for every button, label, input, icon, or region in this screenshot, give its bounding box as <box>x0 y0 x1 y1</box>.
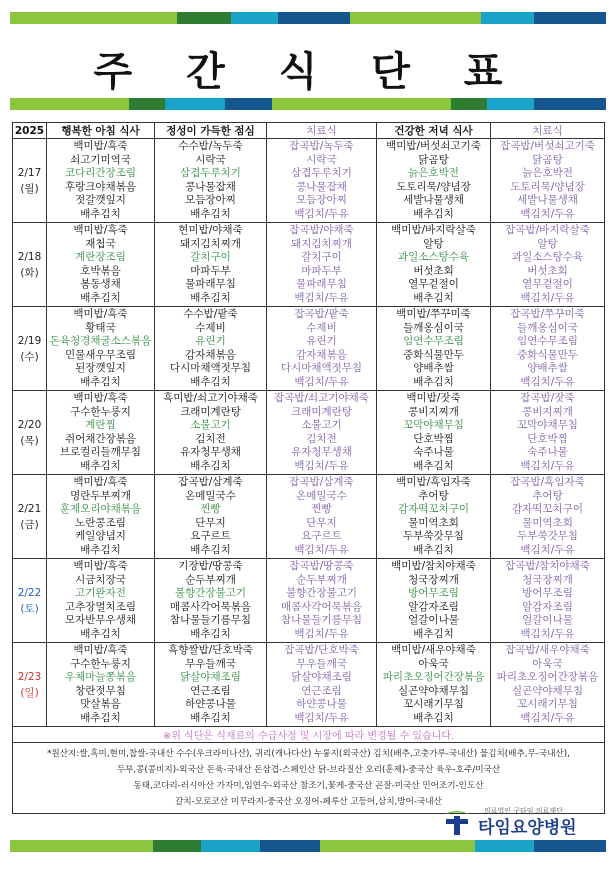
day-row <box>13 139 605 223</box>
menu-item: 버섯초회 <box>413 264 454 277</box>
menu-item: 김치전 <box>306 432 337 445</box>
menu-item: 명란두부찌개 <box>70 489 131 502</box>
menu-item: 파리초오징어간장볶음 <box>382 671 485 683</box>
menu-item: 감자떡꼬치구이 <box>511 503 583 515</box>
dinner-header: 건강한 저녁 식사 <box>377 123 491 139</box>
menu-item: 재첩국 <box>85 237 116 250</box>
menu-item: 잡곡밥/쭈꾸미죽 <box>510 308 585 320</box>
menu-item: 유자청무생채 <box>180 446 241 458</box>
menu-item: 알탕 <box>537 237 558 250</box>
menu-table <box>12 122 605 814</box>
menu-item: 훈제오리야채볶음 <box>59 503 142 515</box>
menu-item: 잡곡밥/단호박죽 <box>284 644 359 656</box>
menu-item: 삼겹두루치기 <box>180 167 241 179</box>
breakfast-header: 행복한 아침 식사 <box>47 123 155 139</box>
menu-item: 백미밥/흑죽 <box>73 224 128 236</box>
menu-item: 온메밀국수 <box>185 489 236 502</box>
lunch-header: 정성이 가득한 점심 <box>155 123 267 139</box>
menu-item: 잡곡밥/참치야채죽 <box>505 560 590 572</box>
day-row <box>13 559 605 643</box>
menu-item: 구수한누룽지 <box>70 657 131 670</box>
menu-item: 배추김치 <box>190 375 231 388</box>
menu-item: 파리초오징어간장볶음 <box>496 671 599 683</box>
menu-item: 된장깻잎지 <box>75 362 126 374</box>
treatment-dinner-cell <box>491 139 605 223</box>
menu-item: 배추김치 <box>190 459 231 472</box>
menu-item: 하얀콩나물 <box>296 698 347 710</box>
menu-item: 열무겉절이 <box>522 278 573 290</box>
menu-item: 물미역초회 <box>408 516 459 529</box>
menu-item: 고기완자전 <box>75 587 126 599</box>
menu-item: 단무지 <box>195 516 226 529</box>
menu-item: 백김치/두유 <box>520 627 575 640</box>
menu-item: 시락국 <box>306 153 337 166</box>
menu-item: 백미밥/버섯쇠고기죽 <box>386 140 481 152</box>
menu-item: 무우들깨국 <box>296 657 347 670</box>
menu-item: 백미밥/새우야채죽 <box>391 644 476 656</box>
menu-item: 쇠고기미역국 <box>70 153 131 166</box>
menu-item: 유린기 <box>306 335 337 347</box>
menu-item: 돼지김치찌개 <box>291 237 352 250</box>
menu-item: 마파두부 <box>190 264 231 277</box>
menu-item: 백미밥/참치야채죽 <box>391 560 476 572</box>
menu-item: 버섯초회 <box>527 264 568 277</box>
menu-item: 요구르트 <box>301 530 342 542</box>
menu-item: 알탕 <box>423 237 444 250</box>
menu-item: 잡곡밥/야채죽 <box>289 224 354 236</box>
treatment-dinner-header: 치료식 <box>491 123 605 139</box>
menu-item: 배추김치 <box>413 291 454 304</box>
menu-item: 계란찜 <box>85 419 116 431</box>
menu-item: 닭살야채조림 <box>180 671 241 683</box>
lunch-cell <box>155 559 267 643</box>
sub-color-bar <box>10 98 606 110</box>
menu-item: 감자채볶음 <box>296 348 347 361</box>
menu-item: 아욱국 <box>418 657 449 670</box>
menu-item: 단무지 <box>306 516 337 529</box>
menu-item: 방어무조림 <box>522 587 573 599</box>
menu-item: 두부쑥갓무침 <box>517 530 578 542</box>
menu-item: 백미밥/흑죽 <box>73 476 128 488</box>
menu-item: 연근조림 <box>190 684 231 697</box>
treatment-dinner-cell <box>491 391 605 475</box>
treatment-dinner-cell <box>491 223 605 307</box>
breakfast-cell <box>47 139 155 223</box>
menu-item: 백미밥/흑죽 <box>73 644 128 656</box>
menu-item: 백김치/두유 <box>294 291 349 304</box>
menu-item: 백김치/두유 <box>520 459 575 472</box>
menu-item: 청국장찌개 <box>522 573 573 586</box>
menu-item: 돼지김치찌개 <box>180 237 241 250</box>
menu-item: 콩비지찌개 <box>522 405 573 418</box>
menu-item: 온메밀국수 <box>296 489 347 502</box>
lunch-cell <box>155 139 267 223</box>
menu-item: 케일양념지 <box>75 530 126 542</box>
menu-item: 백김치/두유 <box>294 375 349 388</box>
menu-item: 노란콩조림 <box>75 516 126 529</box>
menu-item: 배추김치 <box>190 207 231 220</box>
menu-item: 들깨옹심이국 <box>517 321 578 334</box>
menu-item: 잡곡밥/잣죽 <box>520 392 575 404</box>
menu-item: 참나물들기름무침 <box>169 614 252 626</box>
menu-item: 임연수무조림 <box>517 335 578 347</box>
menu-item: 배추김치 <box>80 543 121 556</box>
hospital-logo-icon <box>442 808 472 836</box>
foundation-name: 의료법인 굿타임 의료재단 <box>484 807 563 815</box>
menu-item: 알감자조림 <box>408 600 459 613</box>
menu-item: 찐빵 <box>200 503 221 515</box>
date-label: 2/21 <box>17 502 42 515</box>
menu-item: 백미밥/쭈꾸미죽 <box>396 308 471 320</box>
menu-item: 수제비 <box>306 321 337 334</box>
menu-item: 배추김치 <box>80 459 121 472</box>
notice-text: ※위 식단은 식재료의 수급사정 및 시장에 따라 변경될 수 있습니다. <box>13 727 605 743</box>
menu-item: 계란장조림 <box>75 251 126 263</box>
menu-item: 수제비 <box>195 321 226 334</box>
menu-item: 늙은호박전 <box>522 167 573 179</box>
page-title: 주 간 식 단 표 <box>93 49 523 95</box>
menu-item: 잡곡밥/팥죽 <box>294 308 349 320</box>
dinner-cell <box>377 391 491 475</box>
weekday-label: (수) <box>20 350 39 363</box>
menu-item: 중화식물만두 <box>403 348 464 361</box>
menu-item: 배추김치 <box>80 207 121 220</box>
origin-line: 갈치-모로코산 미꾸라지-중국산 오징어-페루산 고등어,삼치,방어-국내산 <box>175 797 442 807</box>
menu-item: 잡곡밥/바지락살죽 <box>505 224 590 236</box>
menu-item: 백미밥/흑죽 <box>73 392 128 404</box>
menu-item: 연근조림 <box>301 684 342 697</box>
menu-item: 배추김치 <box>413 627 454 640</box>
date-cell <box>13 643 47 727</box>
menu-item: 물파래무침 <box>185 278 236 290</box>
lunch-cell <box>155 391 267 475</box>
breakfast-cell <box>47 475 155 559</box>
menu-item: 방어무조림 <box>408 587 459 599</box>
menu-item: 백김치/두유 <box>520 711 575 724</box>
menu-item: 수수밥/녹두죽 <box>178 140 243 152</box>
menu-item: 흑미밥/쇠고기야채죽 <box>163 392 258 404</box>
menu-item: 배추김치 <box>413 207 454 220</box>
weekday-label: (토) <box>20 602 39 615</box>
menu-item: 참나물들기름무침 <box>280 614 363 626</box>
hospital-name: 타임요양병원 <box>478 818 577 838</box>
menu-item: 잡곡밥/땅콩죽 <box>289 560 354 572</box>
menu-item: 불향간장불고기 <box>174 587 246 599</box>
menu-item: 백김치/두유 <box>520 375 575 388</box>
menu-item: 삼겹두루치기 <box>291 167 352 179</box>
date-cell <box>13 307 47 391</box>
menu-item: 물미역초회 <box>522 516 573 529</box>
menu-item: 돈육청경채굴소스볶음 <box>49 335 152 347</box>
menu-item: 잡곡밥/녹두죽 <box>289 140 354 152</box>
lunch-cell <box>155 475 267 559</box>
menu-item: 백미밥/흑죽 <box>73 308 128 320</box>
menu-item: 백김치/두유 <box>294 627 349 640</box>
menu-item: 잡곡밥/삼계죽 <box>178 476 243 488</box>
menu-item: 배추김치 <box>190 711 231 724</box>
breakfast-cell <box>47 307 155 391</box>
menu-item: 단호박찜 <box>527 432 568 445</box>
dinner-cell <box>377 139 491 223</box>
lunch-cell <box>155 223 267 307</box>
menu-item: 백김치/두유 <box>520 207 575 220</box>
day-row <box>13 643 605 727</box>
menu-item: 감자떡꼬치구이 <box>397 503 469 515</box>
menu-item: 중화식물만두 <box>517 348 578 361</box>
menu-item: 콩나물잡채 <box>185 180 236 193</box>
menu-item: 꼬시래기무침 <box>517 698 578 710</box>
menu-item: 청국장찌개 <box>408 573 459 586</box>
menu-item: 백미밥/흑죽 <box>73 560 128 572</box>
dinner-cell <box>377 475 491 559</box>
menu-item: 시금치장국 <box>75 573 126 586</box>
menu-item: 감자채볶음 <box>185 348 236 361</box>
menu-item: 잡곡밥/흑임자죽 <box>510 476 585 488</box>
menu-item: 크래미계란탕 <box>180 405 241 418</box>
menu-item: 모듬장아찌 <box>185 194 236 206</box>
menu-item: 닭살야채조림 <box>291 671 352 683</box>
menu-item: 맛살볶음 <box>80 698 121 710</box>
menu-item: 임연수무조림 <box>403 335 464 347</box>
origin-line: 동태,코다리-러시아산 가자미,임연수-외국산 참조기,꽃게-중국산 곤잘-미국산 민어조기-인도산 <box>133 781 484 791</box>
menu-item: 도토리묵/양념장 <box>510 180 585 193</box>
menu-item: 불향간장불고기 <box>285 587 357 599</box>
date-cell <box>13 391 47 475</box>
day-row <box>13 223 605 307</box>
menu-item: 배추김치 <box>80 627 121 640</box>
date-cell <box>13 139 47 223</box>
menu-item: 양배추쌈 <box>527 362 568 374</box>
menu-item: 기장밥/땅콩죽 <box>178 560 243 572</box>
treatment-lunch-cell <box>267 643 377 727</box>
treatment-lunch-cell <box>267 475 377 559</box>
menu-item: 배추김치 <box>80 375 121 388</box>
menu-item: 소불고기 <box>301 419 342 431</box>
menu-item: 황태국 <box>85 321 116 334</box>
menu-item: 배추김치 <box>413 711 454 724</box>
day-row <box>13 475 605 559</box>
menu-item: 두부쑥갓무침 <box>403 530 464 542</box>
menu-item: 백김치/두유 <box>520 291 575 304</box>
menu-item: 단호박찜 <box>413 432 454 445</box>
menu-item: 백김치/두유 <box>294 543 349 556</box>
menu-item: 백김치/두유 <box>294 711 349 724</box>
lunch-cell <box>155 643 267 727</box>
menu-item: 추어탕 <box>532 489 563 502</box>
menu-item: 백미밥/흑임자죽 <box>396 476 471 488</box>
menu-item: 배추김치 <box>80 711 121 724</box>
treatment-lunch-cell <box>267 391 377 475</box>
menu-item: 갈치구이 <box>190 251 231 263</box>
day-row <box>13 391 605 475</box>
menu-item: 다시마채액젓무침 <box>169 362 252 374</box>
table-header-row <box>13 123 605 139</box>
menu-item: 알감자조림 <box>522 600 573 613</box>
menu-item: 숙주나물 <box>413 446 454 458</box>
origin-line: 두부,콩(콩비지)-외국산 돈육-국내산 돈삼겹-스페인산 닭-브라질산 오리(훈제)-중국산 육우-호주/미국산 <box>116 765 501 775</box>
treatment-lunch-header: 치료식 <box>267 123 377 139</box>
menu-item: 과일소스탕수육 <box>397 251 469 263</box>
dinner-cell <box>377 643 491 727</box>
menu-item: 세발나물생채 <box>517 194 578 206</box>
menu-item: 배추김치 <box>190 543 231 556</box>
menu-item: 봄동생채 <box>80 278 121 290</box>
menu-item: 얼갈이나물 <box>408 614 459 626</box>
menu-item: 세발나물생채 <box>403 194 464 206</box>
menu-item: 구수한누룽지 <box>70 405 131 418</box>
menu-item: 백김치/두유 <box>520 543 575 556</box>
menu-item: 소불고기 <box>190 419 231 431</box>
menu-item: 매콤사각어묵볶음 <box>169 600 252 613</box>
menu-item: 매콤사각어묵볶음 <box>280 600 363 613</box>
treatment-dinner-cell <box>491 643 605 727</box>
menu-item: 갈치구이 <box>301 251 342 263</box>
origin-info <box>13 743 605 814</box>
date-label: 2/23 <box>17 670 42 683</box>
date-label: 2/20 <box>17 418 42 431</box>
menu-item: 열무겉절이 <box>408 278 459 290</box>
date-cell <box>13 223 47 307</box>
menu-item: 얼갈이나물 <box>522 614 573 626</box>
menu-item: 잡곡밥/쇠고기야채죽 <box>274 392 369 404</box>
menu-item: 늙은호박전 <box>408 167 459 179</box>
weekday-label: (화) <box>20 266 39 279</box>
menu-item: 창란젓무침 <box>75 684 126 697</box>
menu-item: 모듬장아찌 <box>296 194 347 206</box>
date-cell <box>13 475 47 559</box>
menu-item: 백미밥/바지락살죽 <box>391 224 476 236</box>
treatment-dinner-cell <box>491 475 605 559</box>
menu-item: 현미밥/야채죽 <box>178 224 243 236</box>
breakfast-cell <box>47 643 155 727</box>
menu-item: 과일소스탕수육 <box>511 251 583 263</box>
menu-item: 도토리묵/양념장 <box>396 180 471 193</box>
menu-item: 유자청무생채 <box>291 446 352 458</box>
menu-item: 실곤약야채무침 <box>397 684 469 697</box>
menu-item: 물파래무침 <box>296 278 347 290</box>
menu-item: 순두부찌개 <box>296 573 347 586</box>
menu-item: 다시마채액젓무침 <box>280 362 363 374</box>
weekday-label: (월) <box>20 182 39 195</box>
menu-item: 잡곡밥/삼계죽 <box>289 476 354 488</box>
menu-item: 흑향쌀밥/단호박죽 <box>168 644 253 656</box>
menu-item: 브로컬리들깨무침 <box>59 446 142 458</box>
date-label: 2/22 <box>17 586 42 599</box>
menu-item: 호박볶음 <box>80 264 121 277</box>
menu-item: 닭곰탕 <box>418 153 449 166</box>
menu-item: 요구르트 <box>190 530 231 542</box>
origin-row <box>13 743 605 814</box>
menu-item: 백미밥/흑죽 <box>73 140 128 152</box>
menu-item: 배추김치 <box>413 375 454 388</box>
menu-item: 수수밥/팥죽 <box>183 308 238 320</box>
menu-item: 젓갈깻잎지 <box>75 194 126 206</box>
treatment-dinner-cell <box>491 307 605 391</box>
year-header: 2025 <box>13 123 47 139</box>
date-label: 2/17 <box>17 166 42 179</box>
menu-item: 코다리간장조림 <box>64 167 136 179</box>
menu-item: 배추김치 <box>80 291 121 304</box>
menu-item: 콩나물잡채 <box>296 180 347 193</box>
menu-item: 숙주나물 <box>527 446 568 458</box>
menu-item: 들깨옹심이국 <box>403 321 464 334</box>
menu-item: 잡곡밥/새우야채죽 <box>505 644 590 656</box>
weekday-label: (목) <box>20 434 39 447</box>
breakfast-cell <box>47 223 155 307</box>
day-row <box>13 307 605 391</box>
dinner-cell <box>377 223 491 307</box>
menu-item: 콩비지찌개 <box>408 405 459 418</box>
menu-item: 양배추쌈 <box>413 362 454 374</box>
menu-item: 실곤약야채무침 <box>511 684 583 697</box>
breakfast-cell <box>47 391 155 475</box>
menu-item: 찐빵 <box>311 503 332 515</box>
notice-row <box>13 727 605 743</box>
origin-line: *원산지:쌀,흑미,현미,찹쌀-국내산 수수(우크라이나산), 귀리(캐나다산) 누룽지(외국산) 김치(배추,고춧가루-국내산) 물김치(배추,무-국내산), <box>47 749 570 759</box>
menu-item: 잡곡밥/버섯쇠고기죽 <box>500 140 595 152</box>
treatment-lunch-cell <box>267 139 377 223</box>
menu-item: 고추장멸치조림 <box>64 600 136 613</box>
menu-item: 배추김치 <box>413 459 454 472</box>
menu-item: 배추김치 <box>413 543 454 556</box>
menu-item: 유린기 <box>195 335 226 347</box>
menu-item: 배추김치 <box>190 627 231 640</box>
menu-item: 순두부찌개 <box>185 573 236 586</box>
menu-item: 시락국 <box>195 153 226 166</box>
lunch-cell <box>155 307 267 391</box>
menu-item: 꼬막야채무침 <box>403 419 464 431</box>
treatment-lunch-cell <box>267 559 377 643</box>
menu-item: 우체마늘쫑볶음 <box>64 671 136 683</box>
menu-item: 닭곰탕 <box>532 153 563 166</box>
menu-item: 모자반무우생채 <box>64 614 136 626</box>
treatment-lunch-cell <box>267 307 377 391</box>
bottom-color-bar <box>10 840 606 852</box>
menu-item: 쥐어채간장볶음 <box>64 432 136 445</box>
weekday-label: (일) <box>20 686 39 699</box>
dinner-cell <box>377 559 491 643</box>
menu-item: 꼬시래기무침 <box>403 698 464 710</box>
menu-item: 크래미계란탕 <box>291 405 352 418</box>
menu-item: 추어탕 <box>418 489 449 502</box>
menu-item: 백김치/두유 <box>294 207 349 220</box>
date-label: 2/19 <box>17 334 42 347</box>
menu-item: 후랑크야채볶음 <box>64 180 136 193</box>
date-label: 2/18 <box>17 250 42 263</box>
menu-item: 배추김치 <box>190 291 231 304</box>
menu-item: 하얀콩나물 <box>185 698 236 710</box>
menu-item: 무우들깨국 <box>185 657 236 670</box>
menu-item: 백김치/두유 <box>294 459 349 472</box>
menu-item: 김치전 <box>195 432 226 445</box>
breakfast-cell <box>47 559 155 643</box>
weekday-label: (금) <box>20 518 39 531</box>
menu-item: 백미밥/잣죽 <box>406 392 461 404</box>
menu-item: 꼬막야채무침 <box>517 419 578 431</box>
menu-item: 마파두부 <box>301 264 342 277</box>
top-color-bar <box>10 12 606 24</box>
dinner-cell <box>377 307 491 391</box>
treatment-lunch-cell <box>267 223 377 307</box>
menu-item: 아욱국 <box>532 657 563 670</box>
treatment-dinner-cell <box>491 559 605 643</box>
date-cell <box>13 559 47 643</box>
menu-item: 민물새우무조림 <box>64 348 136 361</box>
